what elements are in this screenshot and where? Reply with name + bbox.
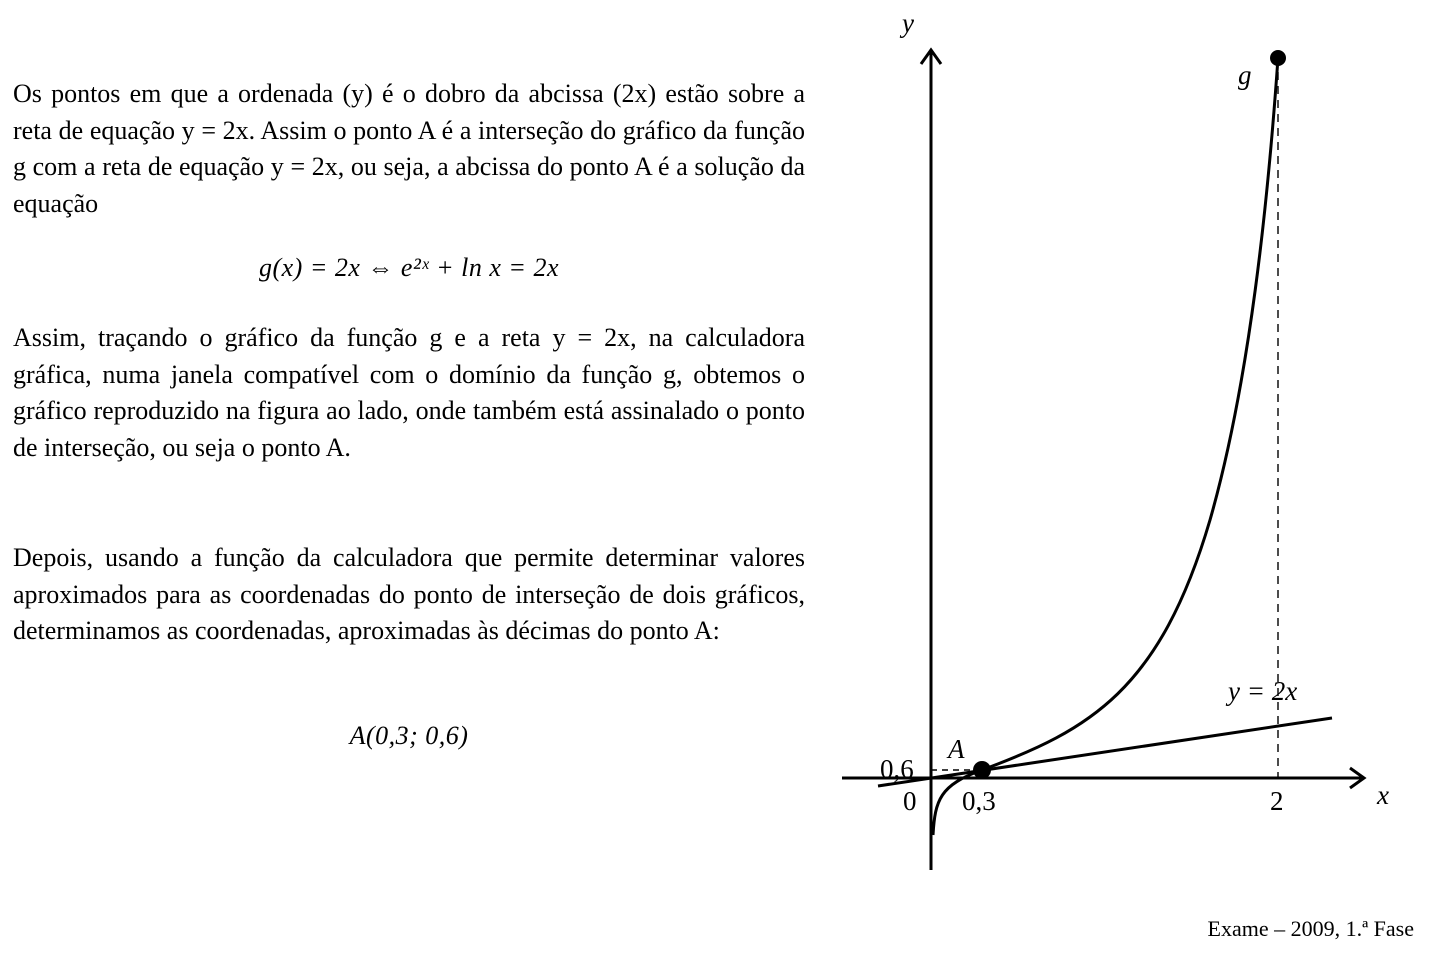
equation-2-text: A(0,3; 0,6) bbox=[349, 721, 469, 750]
equation-1 bbox=[13, 250, 805, 287]
tick-x-03: 0,3 bbox=[962, 786, 996, 816]
tick-origin: 0 bbox=[903, 786, 917, 816]
line-label: y = 2x bbox=[1228, 676, 1298, 706]
curve-g-label: g bbox=[1238, 60, 1252, 90]
x-axis-label: x bbox=[1377, 780, 1389, 810]
line-y-2x bbox=[878, 718, 1332, 786]
curve-g bbox=[933, 58, 1278, 835]
equation-2 bbox=[13, 718, 805, 755]
paragraph-2: Assim, traçando o gráfico da função g e a reta y = 2x, na calculadora gráfica, numa janela compatível com o domínio da função g, obtemos o gráfico reproduzido na figura ao lado, onde também está assinalado o ponto de interseção, ou seja o ponto A. bbox=[13, 323, 805, 462]
point-a-label: A bbox=[948, 734, 965, 764]
tick-x-2: 2 bbox=[1270, 786, 1284, 816]
tick-y-06: 0,6 bbox=[880, 754, 914, 784]
paragraph-3: Depois, usando a função da calculadora que permite determinar valores aproximados para as coordenadas do ponto de interseção de dois gráficos, determinamos as coordenadas, aproximadas às décimas do ponto A: bbox=[13, 543, 805, 646]
paragraph-1: Os pontos em que a ordenada (y) é o dobro da abcissa (2x) estão sobre a reta de equação y = 2x. Assim o ponto A é a interseção do gráfico da função g com a reta de equação y = 2x, ou seja, a abcissa do ponto A é a solução da equação bbox=[13, 79, 805, 218]
equation-1-text: g(x) = 2x ⇔ e²ˣ + ln x = 2x bbox=[258, 253, 559, 282]
function-graph bbox=[830, 0, 1430, 900]
y-axis-label: y bbox=[902, 8, 914, 38]
intersection-point-a bbox=[973, 761, 991, 779]
curve-end-point bbox=[1270, 50, 1286, 66]
exam-source: Exame – 2009, 1.ª Fase bbox=[1207, 916, 1414, 941]
